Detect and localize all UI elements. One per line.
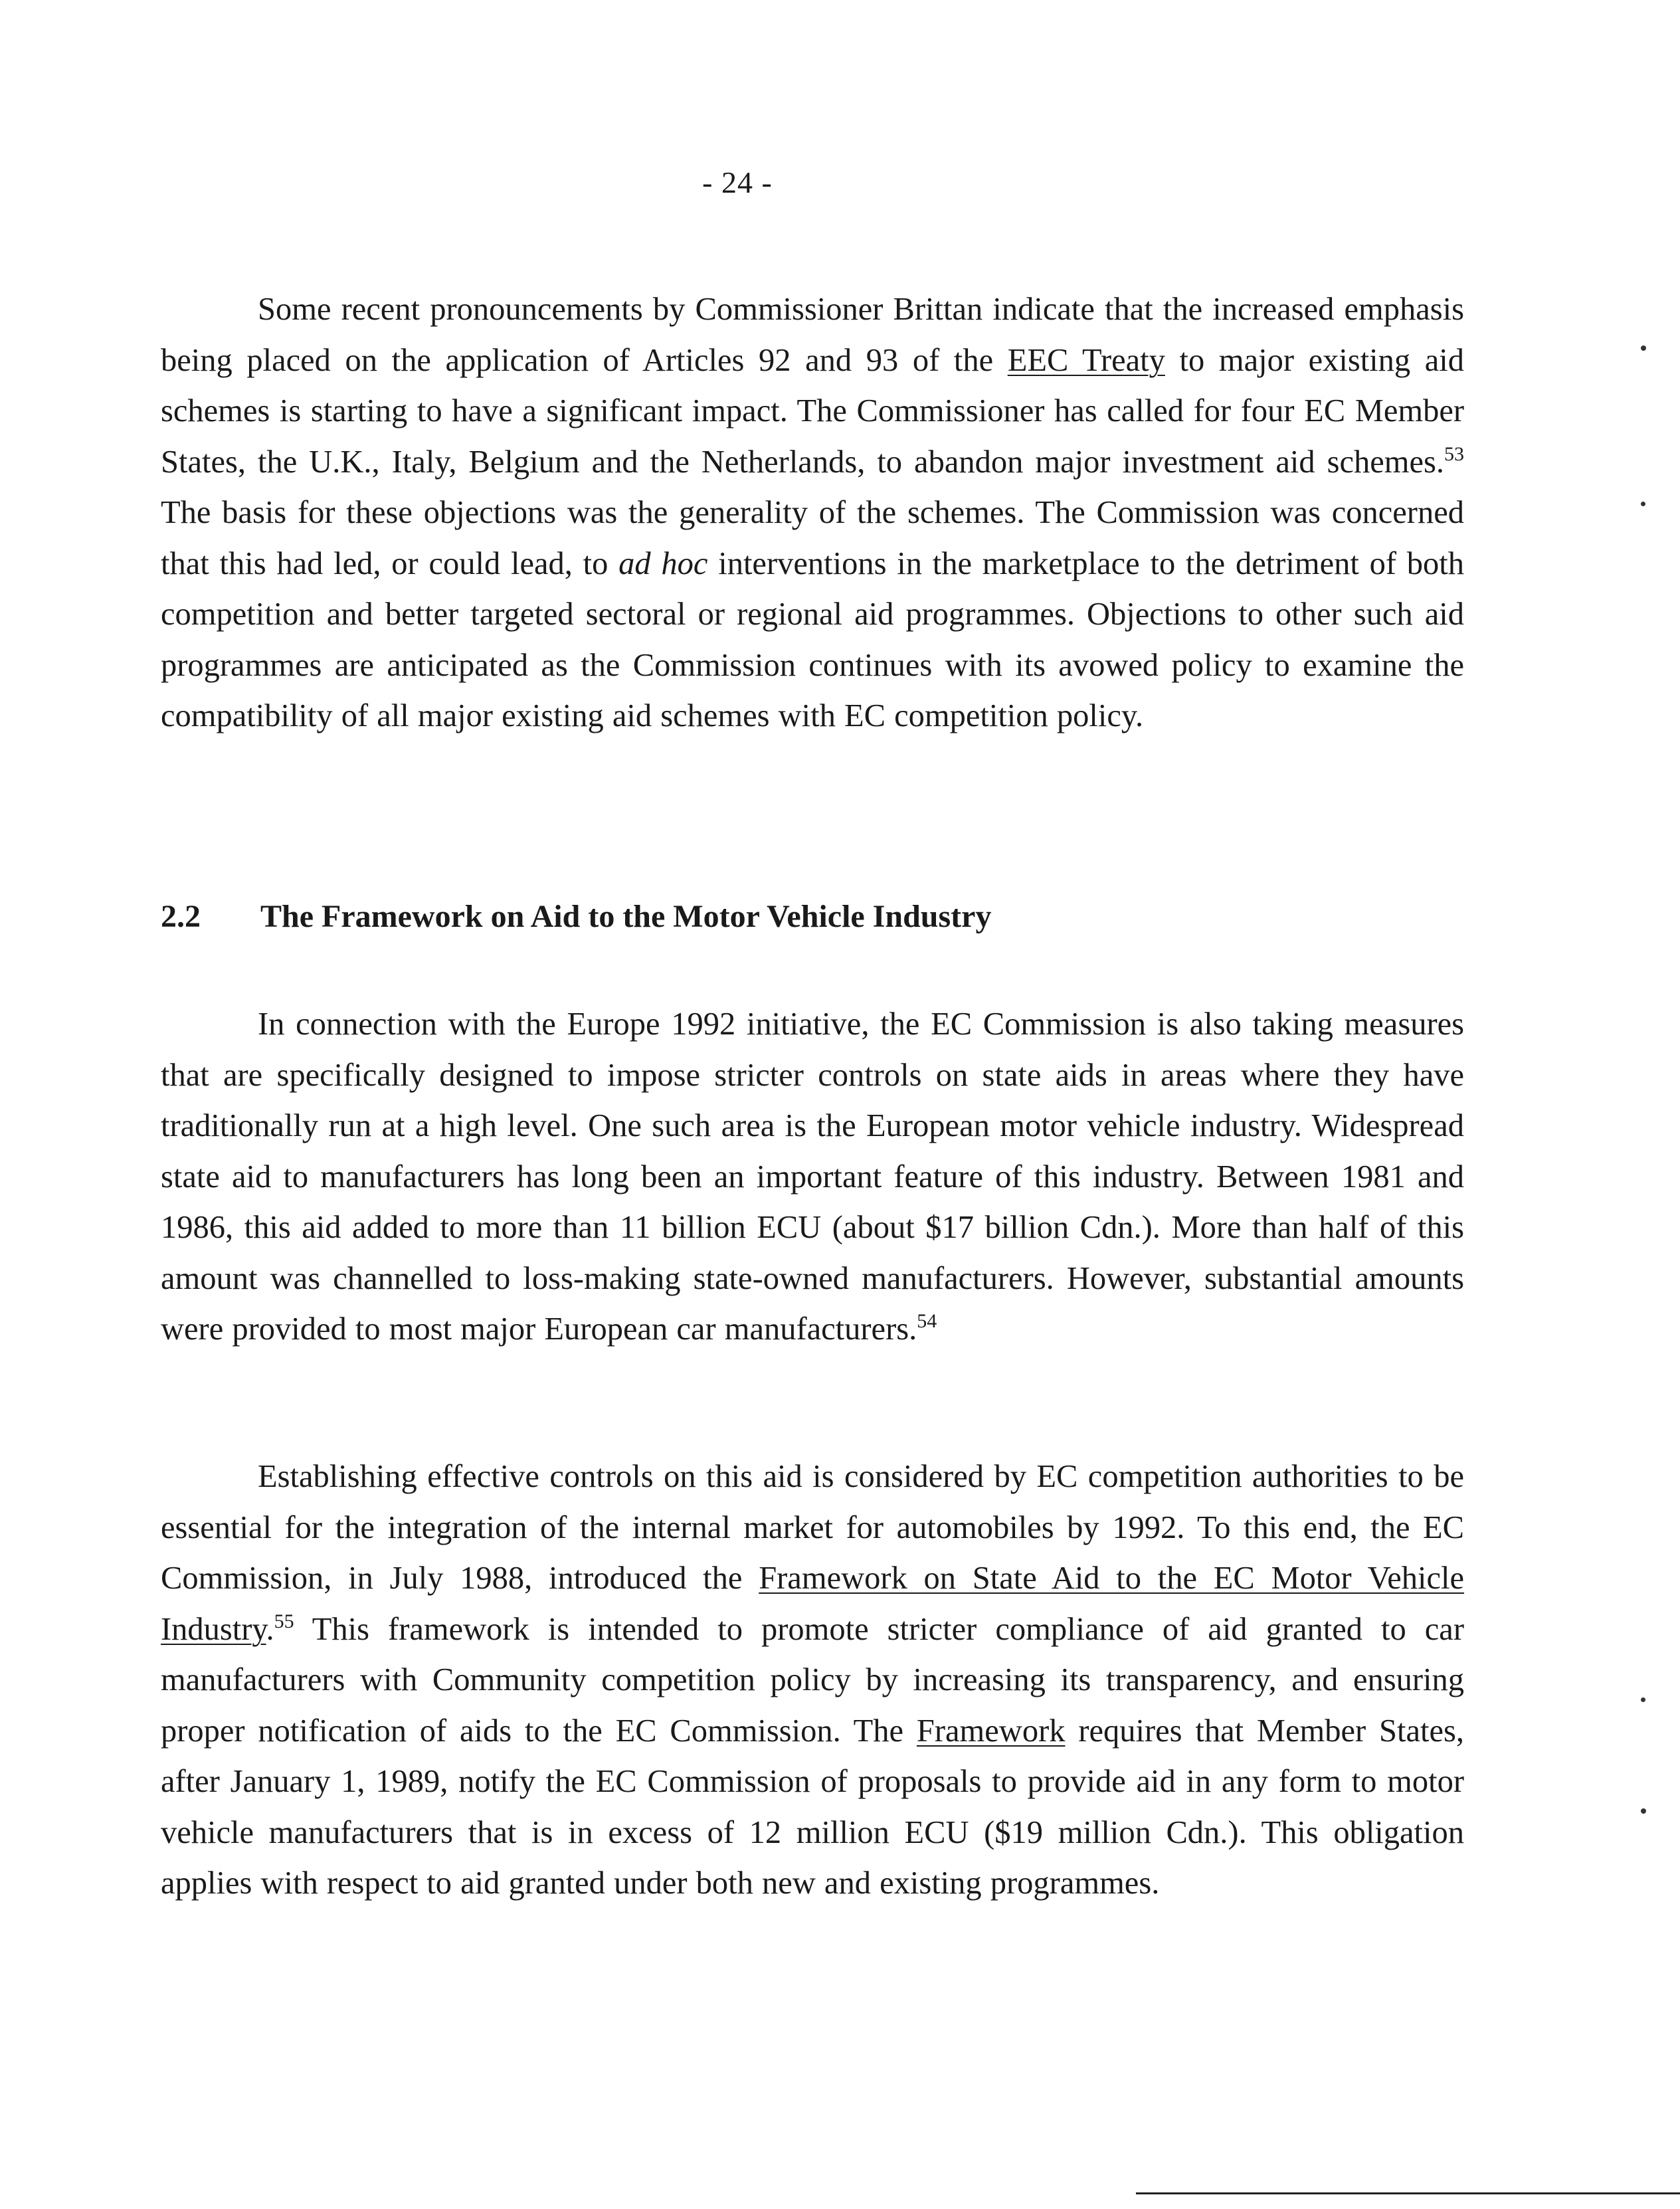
para1-italic-ad-hoc: ad hoc	[618, 545, 708, 581]
section-number: 2.2	[161, 899, 201, 934]
scan-edge-line	[1136, 2192, 1680, 2194]
page-number: - 24 -	[702, 165, 773, 199]
scan-speck	[1641, 502, 1645, 506]
paragraph-1	[161, 284, 1464, 742]
paragraph-3	[161, 1452, 1464, 1909]
scan-speck	[1641, 1697, 1645, 1702]
para2-text-1: In connection with the Europe 1992 initiative, the EC Commission is also taking measures that are specifically designed to impose stricter controls on state aids in areas where they have traditionally run at a high level. One such area is the European motor vehicle industry. Widespread state aid to manufacturers has long been an important feature of this industry. Between 1981 and 1986, this aid added to more than 11 billion ECU (about $17 billion Cdn.). More than half of this amount was channelled to loss-making state-owned manufacturers. However, substantial amounts were provided to most major European car manufacturers.	[161, 1007, 1464, 1347]
para3-text-2: .	[266, 1611, 274, 1647]
para3-text-1: Establishing effective controls on this aid is considered by EC competition authorities to be essential for the integration of the internal market for automobiles by 1992. To this end, the EC Commission, in July 1988, introduced the	[161, 1459, 1464, 1596]
para3-text-4: requires that Member States, after January 1, 1989, notify the EC Commission of proposals to provide aid in any form to motor vehicle manufacturers that is in excess of 12 million ECU ($19 million Cdn.). This obligation applies with respect to aid granted under both new and existing programmes.	[161, 1713, 1464, 1901]
scan-speck	[1641, 1808, 1646, 1814]
para3-underline-framework: Framework	[916, 1713, 1066, 1749]
footnote-ref-53: 53	[1444, 442, 1464, 465]
footnote-ref-54: 54	[917, 1310, 937, 1332]
footnote-ref-55: 55	[274, 1610, 294, 1632]
para1-text-1: Some recent pronouncements by Commissioner Brittan indicate that the increased emphasis being placed on the application of Articles 92 and 93 of the	[161, 292, 1464, 378]
scan-speck	[1641, 345, 1646, 351]
para3-underline-framework-title: Framework on State Aid to the EC Motor Vehicle Industry	[161, 1561, 1464, 1647]
paragraph-2	[161, 999, 1464, 1355]
para1-underline-eec-treaty: EEC Treaty	[1007, 342, 1165, 378]
section-heading	[161, 898, 1464, 935]
para1-text-4: interventions in the marketplace to the detriment of both competition and better targeted sectoral or regional aid programmes. Objections to other such aid programmes are anticipated as the Commission continues with its avowed policy to examine the compatibility of all major existing aid schemes with EC competition policy.	[161, 545, 1465, 733]
para1-text-2: to major existing aid schemes is starting to have a significant impact. The Commissioner has called for four EC Member States, the U.K., Italy, Belgium and the Netherlands, to abandon major investment aid schemes.	[161, 342, 1465, 480]
para1-text-3: The basis for these objections was the generality of the schemes. The Commission was concerned that this had led, or could lead, to	[161, 495, 1464, 581]
section-title: The Framework on Aid to the Motor Vehicle Industry	[260, 899, 992, 934]
para3-text-3: This framework is intended to promote stricter compliance of aid granted to car manufacturers with Community competition policy by increasing its transparency, and ensuring proper notification of aids to the EC Commission. The	[161, 1611, 1464, 1749]
